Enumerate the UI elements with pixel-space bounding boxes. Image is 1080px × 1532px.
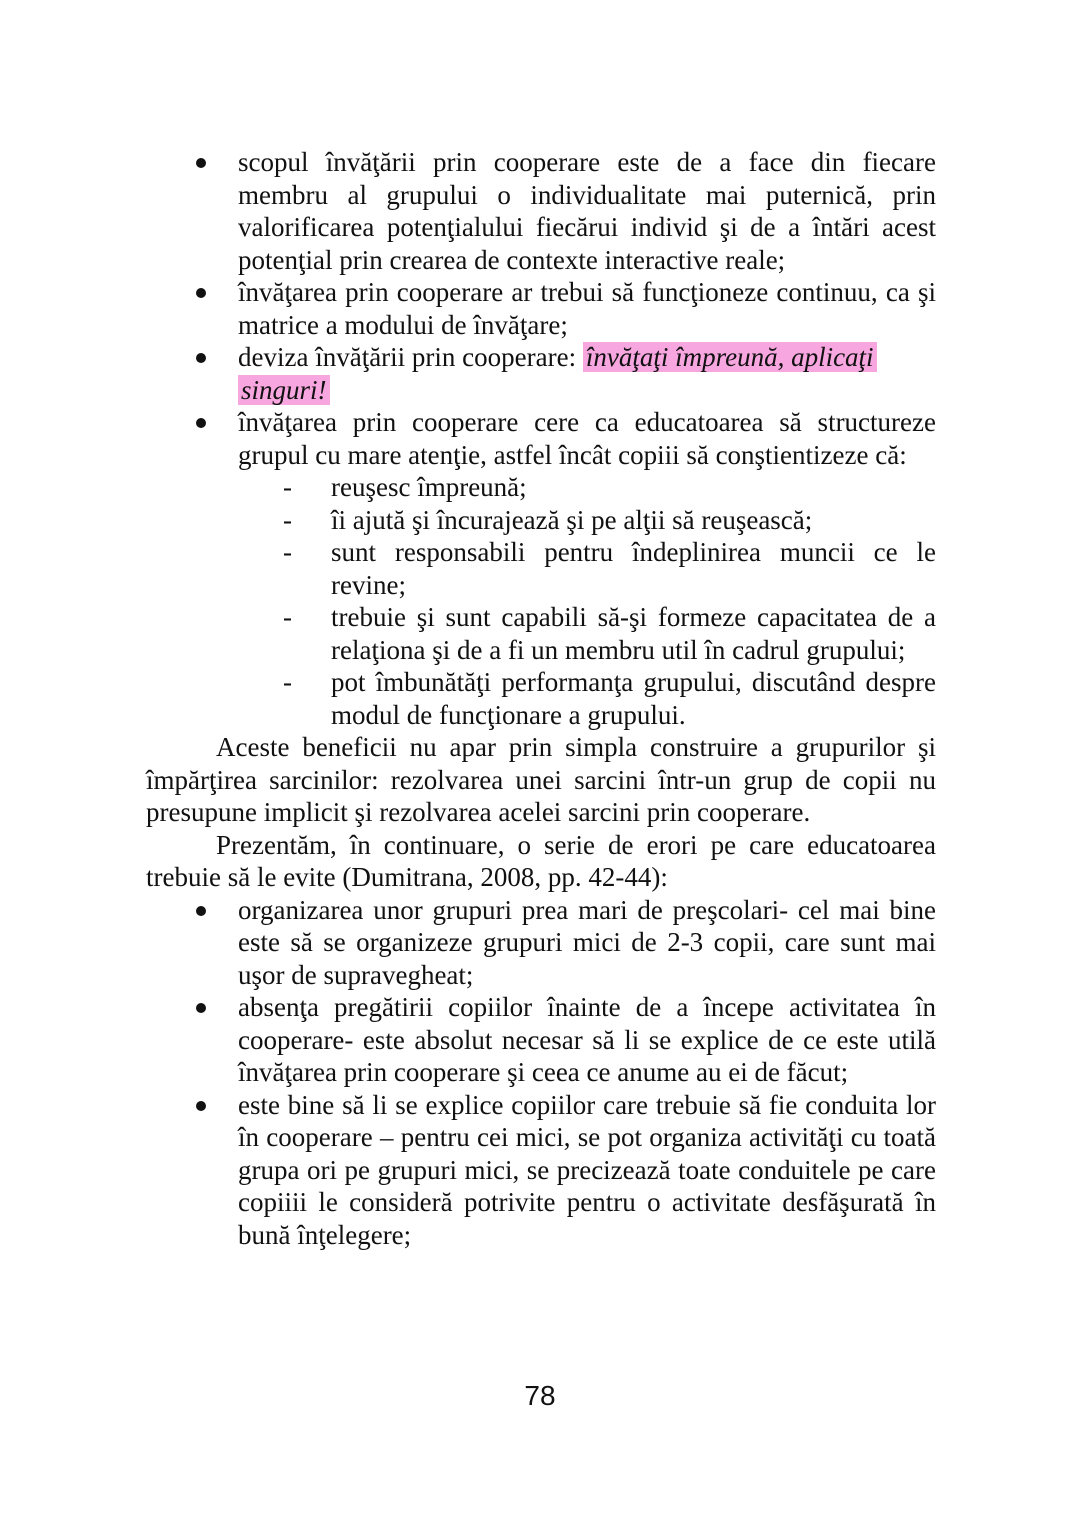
dash-marker: - xyxy=(283,602,292,632)
bullet-item xyxy=(146,894,936,992)
dash-text: reuşesc împreună; xyxy=(331,472,527,502)
bullet-item xyxy=(146,406,936,471)
dash-item xyxy=(146,536,936,601)
page-content xyxy=(146,146,936,1251)
bullet-item xyxy=(146,1089,936,1252)
dash-text: pot îmbunătăţi performanţa grupului, discutând despre modul de funcţionare a grupului. xyxy=(331,667,936,730)
bullet-icon xyxy=(196,288,206,298)
dash-marker: - xyxy=(283,504,292,535)
bullet-text: absenţa pregătirii copiilor înainte de a începe activitatea în cooperare- este absolut necesar să li se explice de ce este utilă învăţarea prin cooperare şi ceea ce anume au ei de făcut; xyxy=(238,992,936,1087)
bullet-icon xyxy=(196,418,206,428)
bullet-text: învăţarea prin cooperare cere ca educatoarea să structureze grupul cu mare atenţie, astfel încât copiii să conştientizeze că: xyxy=(238,407,936,470)
motto-highlight: învăţaţi împreună, aplicaţi xyxy=(583,342,877,372)
bullet-icon xyxy=(196,1101,206,1111)
bullet-text: este bine să li se explice copiilor care trebuie să fie conduita lor în cooperare – pentru cei mici, se pot organiza activităţi cu toată grupa ori pe grupuri mici, se precizează toate conduitele pe care copiiii le consideră potrivite pentru o activitate desfăşurată în bună înţelegere; xyxy=(238,1089,936,1250)
motto-prefix: deviza învăţării prin cooperare: xyxy=(238,342,583,372)
dash-text: trebuie şi sunt capabili să-şi formeze capacitatea de a relaţiona şi de a fi un membru util în cadrul grupului; xyxy=(331,602,936,665)
dash-marker: - xyxy=(283,537,292,567)
bullet-item-motto xyxy=(146,341,936,406)
dash-item xyxy=(146,666,936,731)
bullet-icon xyxy=(196,353,206,363)
bullet-item xyxy=(146,146,936,276)
dash-marker: - xyxy=(283,472,292,502)
dash-item xyxy=(146,471,936,504)
dash-item xyxy=(146,601,936,666)
page-number: 78 xyxy=(524,1380,556,1411)
paragraph: Prezentăm, în continuare, o serie de erori pe care educatoarea trebuie să le evite (Dumitrana, 2008, pp. 42-44): xyxy=(146,829,936,892)
bullet-text: organizarea unor grupuri prea mari de preşcolari- cel mai bine este să se organizeze grupuri mici de 2-3 copii, care sunt mai uşor de supravegheat; xyxy=(238,894,936,990)
bullet-icon xyxy=(196,906,206,916)
paragraph: Aceste beneficii nu apar prin simpla construire a grupurilor şi împărţirea sarcinilor: rezolvarea unei sarcini într-un grup de copii nu presupune implicit şi rezolvarea acelei sarcini prin cooperare. xyxy=(146,732,936,827)
dash-text: îi ajută şi încurajează şi pe alţii să reuşească; xyxy=(331,504,813,535)
dash-item xyxy=(146,504,936,537)
dash-marker: - xyxy=(283,667,292,697)
bullet-item xyxy=(146,991,936,1089)
dash-text: sunt responsabili pentru îndeplinirea muncii ce le revine; xyxy=(331,537,936,600)
bullet-item xyxy=(146,276,936,341)
bullet-icon xyxy=(196,1003,206,1013)
bullet-text: învăţarea prin cooperare ar trebui să funcţioneze continuu, ca şi matrice a modului de învăţare; xyxy=(238,277,936,340)
bullet-icon xyxy=(196,158,206,168)
bullet-text: scopul învăţării prin cooperare este de a face din fiecare membru al grupului o individualitate mai puternică, prin valorificarea potenţialului fiecărui individ şi de a întări acest potenţial prin crearea de contexte interactive reale; xyxy=(238,147,936,275)
motto-highlight: singuri! xyxy=(238,375,330,405)
